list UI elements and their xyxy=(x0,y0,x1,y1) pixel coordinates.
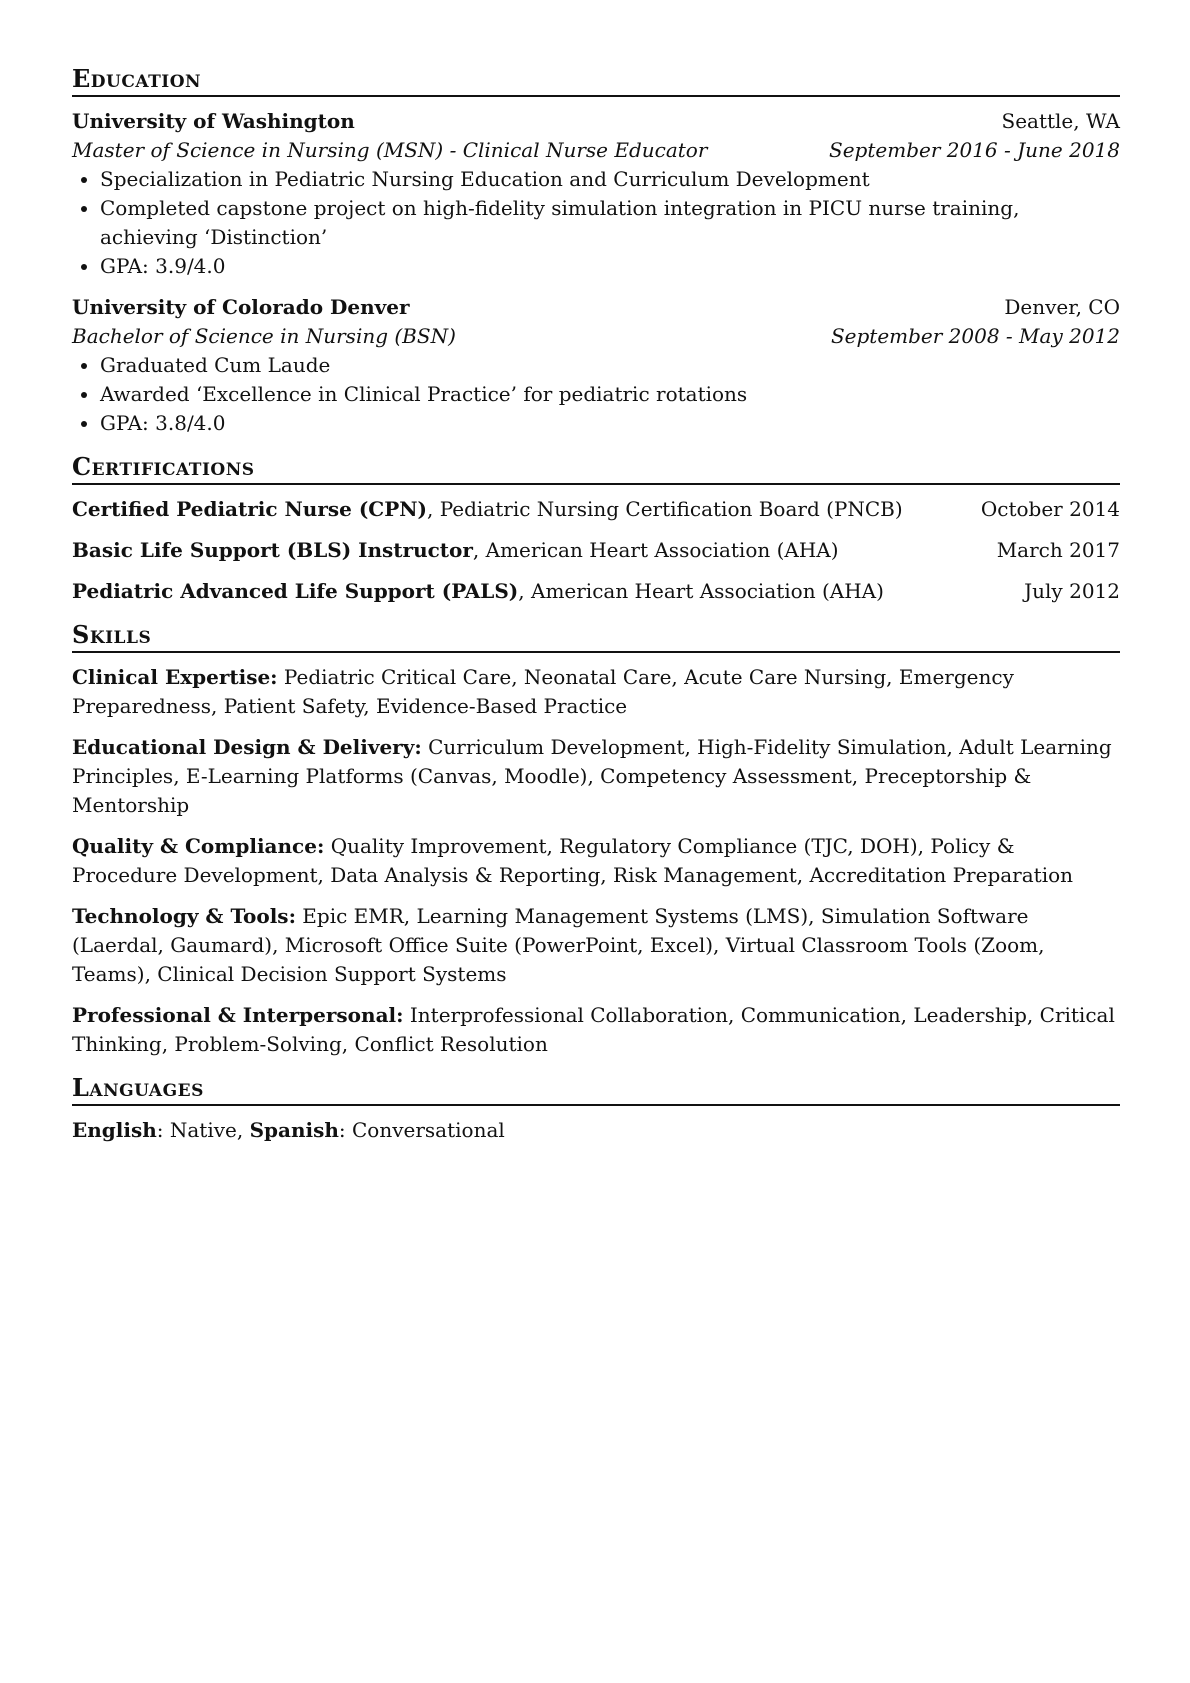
certification-name: Pediatric Advanced Life Support (PALS) xyxy=(72,579,519,603)
certification-name: Certified Pediatric Nurse (CPN) xyxy=(72,497,427,521)
languages-line xyxy=(72,1116,1120,1145)
certification-date: July 2012 xyxy=(1024,579,1120,603)
languages-section xyxy=(72,1073,1120,1145)
institution-location: Denver, CO xyxy=(1004,295,1120,319)
skill-label: Quality & Compliance: xyxy=(72,834,325,858)
certification-issuer: , American Heart Association (AHA) xyxy=(518,579,884,603)
bullet-item: • GPA: 3.8/4.0 xyxy=(100,409,1120,438)
bullet-item: • Awarded ‘Excellence in Clinical Practice’ for pediatric rotations xyxy=(100,380,1120,409)
bullet-item: • Completed capstone project on high-fidelity simulation integration in PICU nurse training, achieving ‘Distinction’ xyxy=(100,194,1120,252)
skill-text: Interprofessional Collaboration, Communication, Leadership, Critical Thinking, Problem-Solving, Conflict Resolution xyxy=(72,1003,1115,1056)
education-bullets xyxy=(72,165,1120,281)
bullet-item: • Graduated Cum Laude xyxy=(100,351,1120,380)
skills-section xyxy=(72,620,1120,1059)
certification-name: Basic Life Support (BLS) Instructor xyxy=(72,538,473,562)
language-name: English xyxy=(72,1118,157,1142)
certification-issuer: , Pediatric Nursing Certification Board (PNCB) xyxy=(426,497,903,521)
degree-dates: September 2016 - June 2018 xyxy=(829,138,1120,162)
certification-date: March 2017 xyxy=(996,538,1120,562)
certifications-heading: Certifications xyxy=(72,452,1120,485)
certification-date: October 2014 xyxy=(980,497,1120,521)
certification-item xyxy=(72,495,1120,524)
bullet-item: • GPA: 3.9/4.0 xyxy=(100,252,1120,281)
language-name: Spanish xyxy=(249,1118,339,1142)
skill-text: Epic EMR, Learning Management Systems (LMS), Simulation Software (Laerdal, Gaumard), Microsoft Office Suite (PowerPoint, Excel), Virtual Classroom Tools (Zoom, Teams), Clinical Decision Support Systems xyxy=(72,904,1045,986)
skill-label: Educational Design & Delivery: xyxy=(72,735,422,759)
skill-text: Quality Improvement, Regulatory Compliance (TJC, DOH), Policy & Procedure Development, Data Analysis & Reporting, Risk Management, Accreditation Preparation xyxy=(72,834,1074,887)
language-level: : Native, xyxy=(156,1118,250,1142)
skill-text: Pediatric Critical Care, Neonatal Care, Acute Care Nursing, Emergency Preparedness, Patient Safety, Evidence-Based Practice xyxy=(72,665,1014,718)
degree-title: Master of Science in Nursing (MSN) - Clinical Nurse Educator xyxy=(72,138,708,162)
skill-item xyxy=(72,733,1120,820)
education-section xyxy=(72,64,1120,438)
degree-title: Bachelor of Science in Nursing (BSN) xyxy=(72,324,456,348)
languages-heading: Languages xyxy=(72,1073,1120,1106)
education-heading: Education xyxy=(72,64,1120,97)
institution-location: Seattle, WA xyxy=(1001,109,1120,133)
degree-dates: September 2008 - May 2012 xyxy=(830,324,1120,348)
education-entry xyxy=(72,293,1120,438)
skill-item xyxy=(72,663,1120,721)
certifications-section xyxy=(72,452,1120,606)
education-bullets xyxy=(72,351,1120,438)
language-level: : Conversational xyxy=(338,1118,505,1142)
skill-label: Technology & Tools: xyxy=(72,904,296,928)
skill-item xyxy=(72,832,1120,890)
skill-item xyxy=(72,902,1120,989)
institution-name: University of Colorado Denver xyxy=(72,295,410,319)
institution-name: University of Washington xyxy=(72,109,355,133)
skill-item xyxy=(72,1001,1120,1059)
skill-text: Curriculum Development, High-Fidelity Simulation, Adult Learning Principles, E-Learning Platforms (Canvas, Moodle), Competency Assessment, Preceptorship & Mentorship xyxy=(72,735,1112,817)
skill-label: Professional & Interpersonal: xyxy=(72,1003,404,1027)
resume-content xyxy=(72,64,1120,1159)
education-entry xyxy=(72,107,1120,281)
bullet-item: • Specialization in Pediatric Nursing Education and Curriculum Development xyxy=(100,165,1120,194)
skills-heading: Skills xyxy=(72,620,1120,653)
certification-item xyxy=(72,536,1120,565)
certification-issuer: , American Heart Association (AHA) xyxy=(472,538,839,562)
skill-label: Clinical Expertise: xyxy=(72,665,278,689)
certification-item xyxy=(72,577,1120,606)
